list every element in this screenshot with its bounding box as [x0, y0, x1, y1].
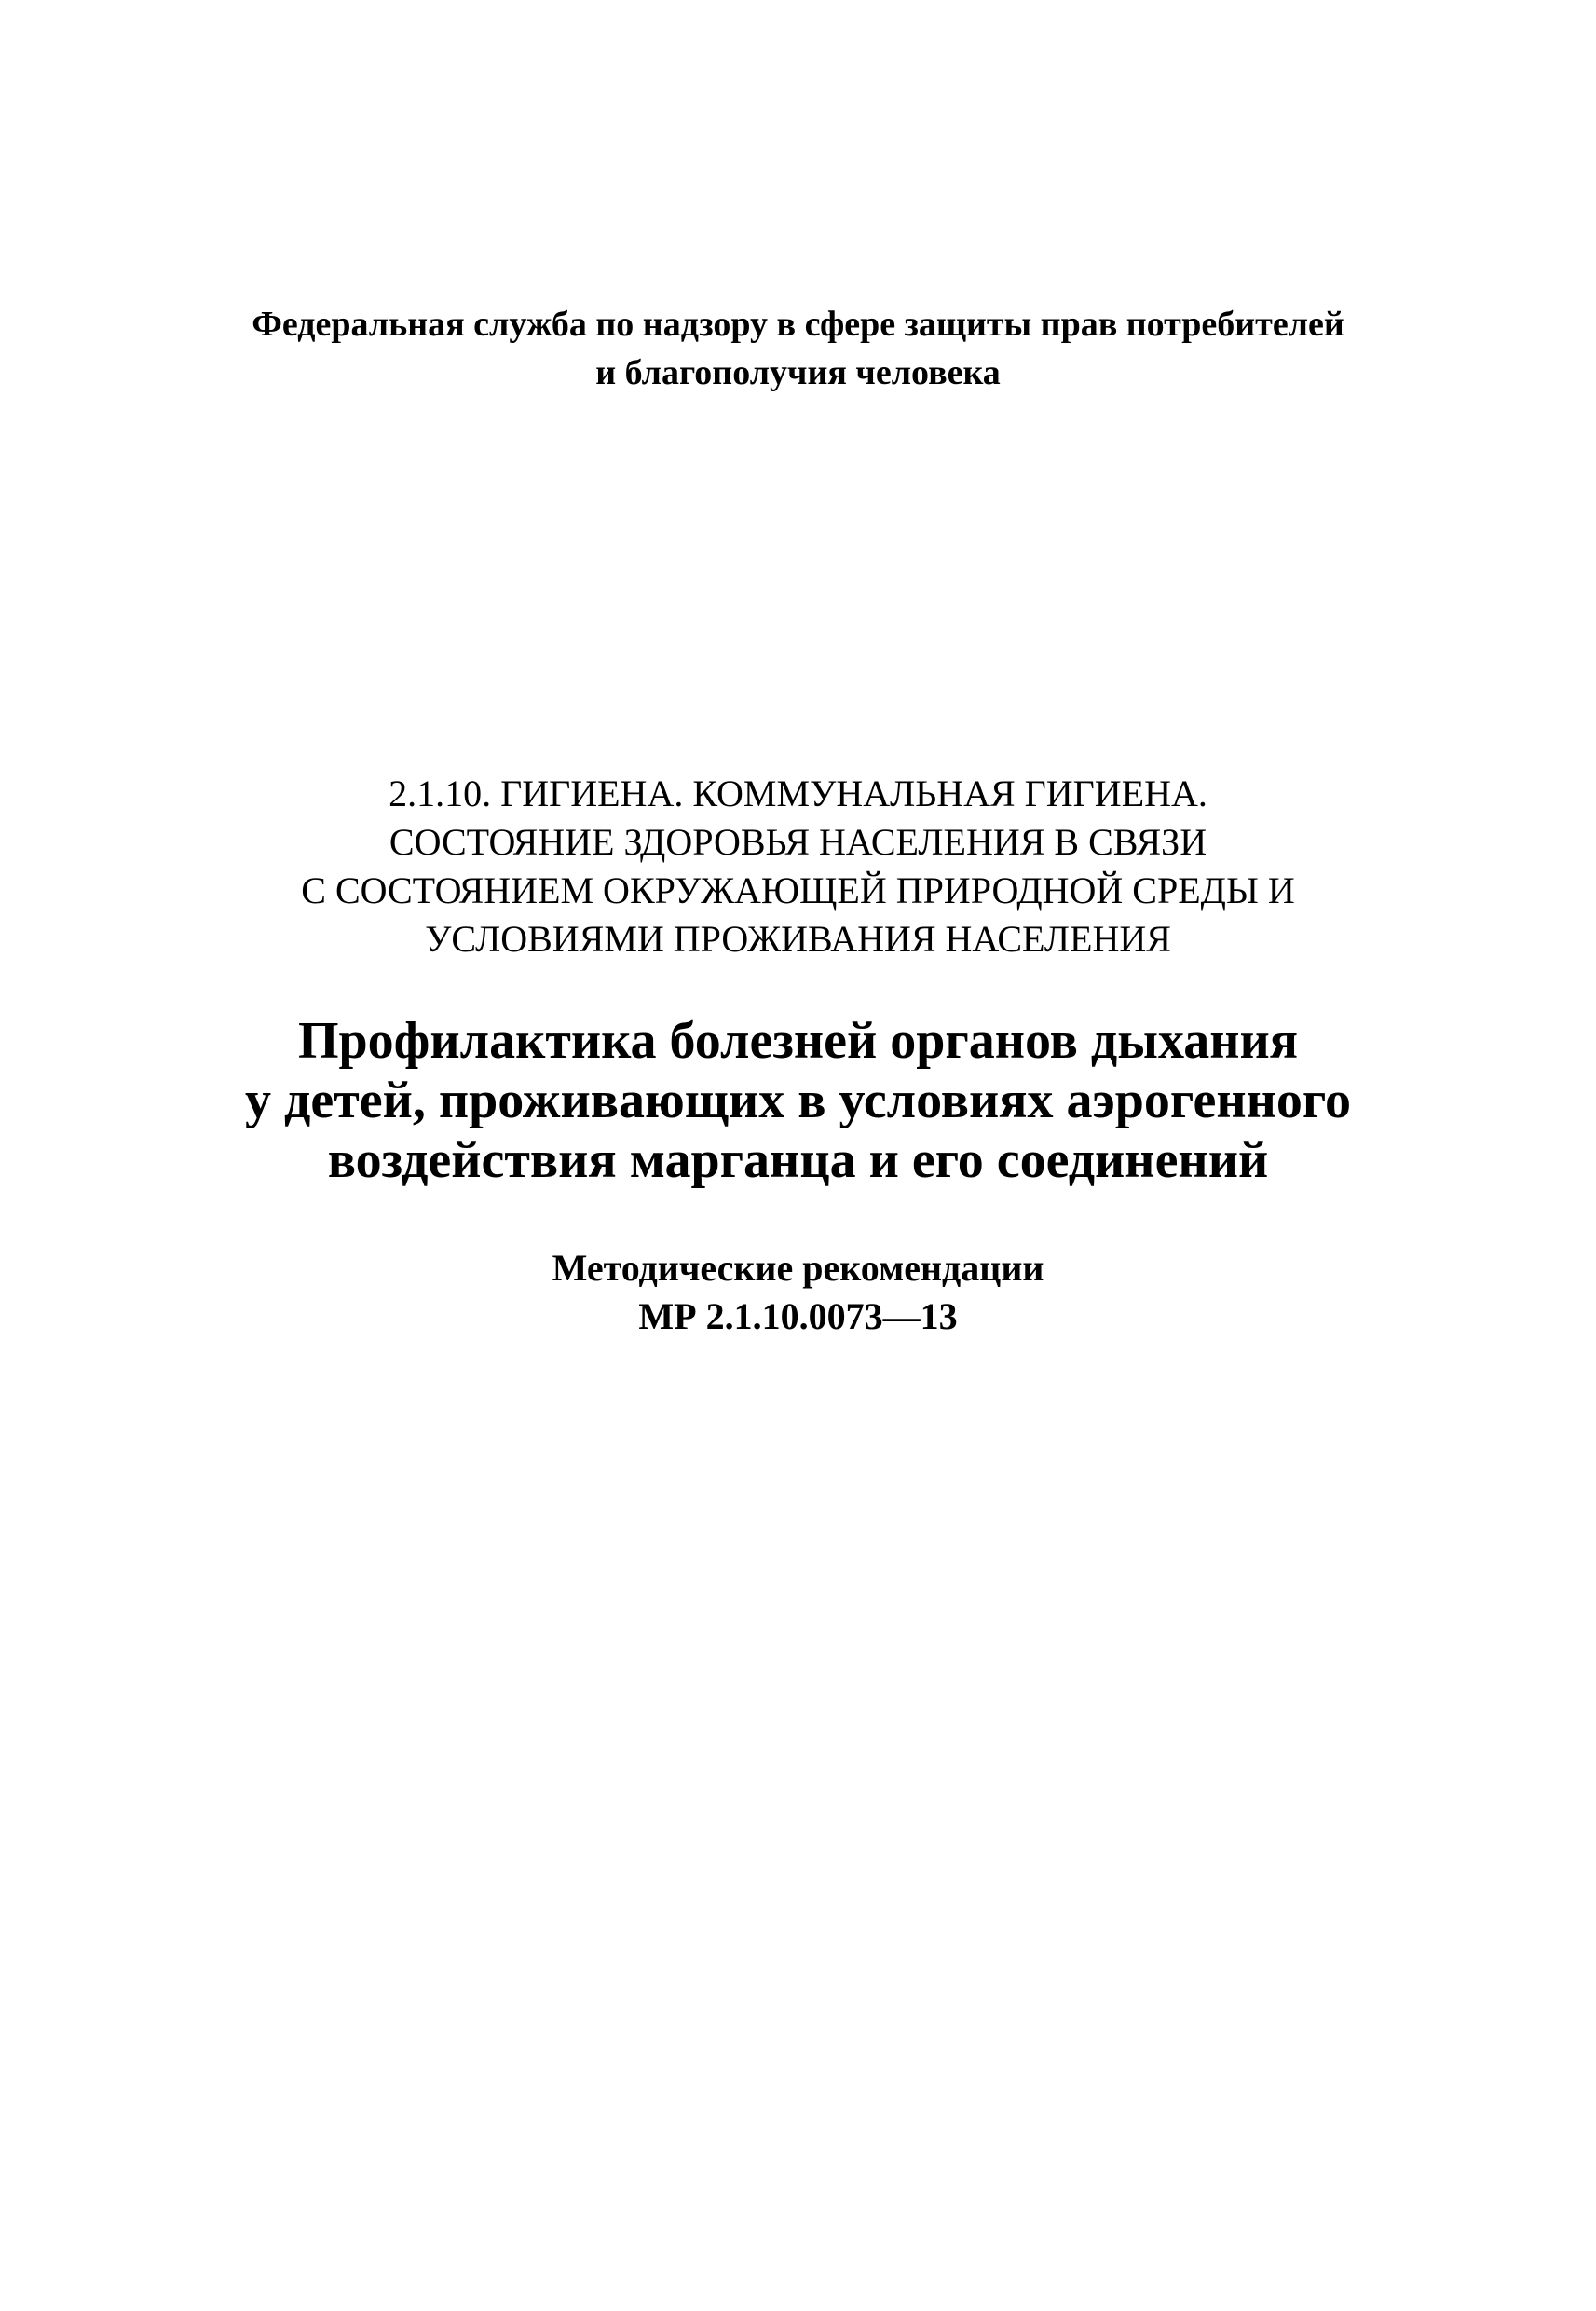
organization-line: и благополучия человека [595, 353, 1001, 392]
section-heading [0, 770, 1596, 964]
title-line: Профилактика болезней органов дыхания [297, 1012, 1299, 1070]
section-line: С СОСТОЯНИЕМ ОКРУЖАЮЩЕЙ ПРИРОДНОЙ СРЕДЫ И [301, 869, 1295, 911]
section-line: СОСТОЯНИЕ ЗДОРОВЬЯ НАСЕЛЕНИЯ В СВЯЗИ [389, 821, 1207, 863]
document-type: Методические рекомендации [552, 1247, 1044, 1289]
document-type-block [0, 1244, 1596, 1341]
document-title [0, 1011, 1596, 1190]
organization-line: Федеральная служба по надзору в сфере защиты прав потребителей [252, 305, 1344, 344]
organization-name [0, 300, 1596, 397]
title-line: у детей, проживающих в условиях аэрогенного [245, 1072, 1351, 1129]
title-line: воздействия марганца и его соединений [327, 1131, 1269, 1189]
document-number: МР 2.1.10.0073—13 [638, 1295, 958, 1337]
section-line: УСЛОВИЯМИ ПРОЖИВАНИЯ НАСЕЛЕНИЯ [425, 918, 1171, 960]
section-line: 2.1.10. ГИГИЕНА. КОММУНАЛЬНАЯ ГИГИЕНА. [389, 773, 1207, 814]
